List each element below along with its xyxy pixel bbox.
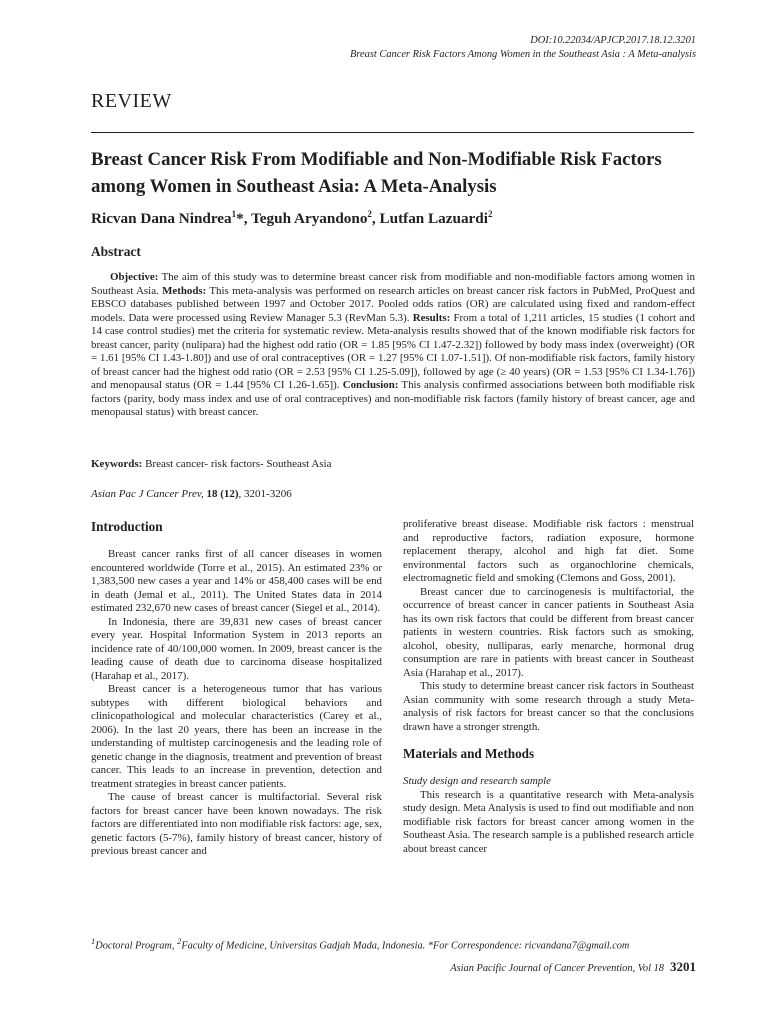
continued-paragraph: proliferative breast disease. Modifiable risk factors : menstrual and reproductive factors, radiation exposure, hormone replacement therapy, alcohol and high fat diet. Some environmental factors such as organochlorine chemicals, electromagnetic field and smoking (Clemons and Goss, 2001).	[403, 518, 694, 584]
citation	[91, 488, 292, 500]
abstract-paragraph	[91, 271, 695, 420]
conclusion-label: Conclusion:	[342, 379, 399, 391]
footnote-sup-2: 2	[177, 936, 182, 946]
author-1-affiliation: 1	[231, 209, 237, 219]
intro-paragraph: Breast cancer is a heterogeneous tumor that has various subtypes with different biological behaviors and clinicopathological and molecular characteristics (Carey et al., 2006). In the last 20 years, there has been an increase in the understanding of multistep carcinogenesis and the leading role of genetic change in the diagnosis, treatment and prevention of breast cancer. This leads to an increase in prevention, detection and treatment strategies in breast cancer patients.	[91, 683, 382, 790]
author-2: Teguh Aryandono	[251, 210, 368, 228]
affiliation-footnote	[91, 936, 697, 951]
intro-paragraph: Breast cancer due to carcinogenesis is multifactorial, the occurrence of breast cancer in cancer patients in Southeast Asia has its own risk factors that could be different from breast cancer patients in western countries. Risk factors such as smoking, alcohol, obesity, nulliparas, early menarche, hormonal drug consumption are rare in patients with breast cancer in Southeast Asia (Harahap et al., 2017).	[403, 585, 694, 679]
left-column	[91, 518, 382, 859]
methods-label: Methods:	[162, 284, 207, 297]
results-text: From a total of 1,211 articles, 15 studies (1 cohort and 14 case control studies) met the criteria for systematic review. Meta-analysis results showed that of the known modifiable risk factors for breast cancer, parity (nulipara) had the highest odd ratio (OR = 1.85 [95% CI 1.47-2.32]) followed by body mass index (overweight) (OR = 1.61 [95% CI 1.43-1.80]) and use of oral contraceptives (OR = 1.27 [95% CI 1.07-1.51]). Of non-modifiable risk factors, family history of breast cancer had the highest odd ratio (OR = 2.53 [95% CI 1.25-5.09]), followed by age (≥ 40 years) (OR = 1.53 [95% CI 1.34-1.76]) and menopausal status (OR = 1.44 [95% CI 1.26-1.65]).	[91, 311, 695, 391]
abstract-body	[91, 271, 695, 420]
paper-title: Breast Cancer Risk From Modifiable and Non-Modifiable Risk Factors among Women in Southeast Asia: A Meta-Analysis	[91, 149, 662, 197]
objective-text: The aim of this study was to determine breast cancer risk from modifiable and non-modifiable factors among women in Southeast Asia.	[91, 271, 695, 297]
objective-label: Objective:	[110, 271, 159, 283]
keywords-text: Breast cancer- risk factors- Southeast Asia	[142, 458, 332, 470]
citation-journal: Asian Pac J Cancer Prev,	[91, 488, 204, 500]
author-separator: ,	[371, 210, 380, 228]
intro-paragraph: In Indonesia, there are 39,831 new cases of breast cancer every year. Hospital Information System in 2013 reports an incidence rate of 40/100,000 women. In 2009, breast cancer is the leading cause of death due to carcinoma disease hospitalized (Harahap et al., 2017).	[91, 615, 382, 682]
running-header	[96, 34, 696, 61]
footnote-affiliation-2: Faculty of Medicine, Universitas Gadjah Mada, Indonesia. *For Correspondence: ricvandana7@gmail.com	[181, 940, 630, 952]
keywords-label: Keywords:	[91, 458, 143, 470]
footnote-affiliation-1: Doctoral Program,	[95, 940, 178, 952]
abstract-heading: Abstract	[91, 244, 141, 259]
section-label: REVIEW	[91, 90, 172, 112]
author-list	[91, 209, 492, 228]
methods-paragraph: This research is a quantitative research with Meta-analysis study design. Meta Analysis is used to find out modifiable and non modifiable risk factors for breast cancer among women in the Southeast Asia. The research sample is a published research article about breast cancer	[403, 788, 694, 855]
author-3: Lutfan Lazuardi	[379, 210, 488, 228]
introduction-heading: Introduction	[91, 519, 163, 534]
running-title: Breast Cancer Risk Factors Among Women in the Southeast Asia : A Meta-analysis	[350, 48, 696, 60]
citation-volume: 18 (12)	[203, 488, 239, 500]
methods-text: This meta-analysis was performed on research articles on breast cancer risk factors in PubMed, ProQuest and EBSCO databases published between 1997 and October 2017. Pooled odds ratios (OR) are calculated using fixed and random-effect models. Data were processed using Review Manager 5.3 (RevMan 5.3).	[91, 284, 695, 324]
doi: DOI:10.22034/APJCP.2017.18.12.3201	[530, 35, 696, 46]
intro-paragraph: The cause of breast cancer is multifactorial. Several risk factors for breast cancer have been known nowadays. The risk factors are differentiated into non modifiable risk factors: age, sex, genetic factors (5-7%), family history of breast cancer, history of previous breast cancer and	[91, 791, 382, 857]
results-label: Results:	[412, 311, 451, 324]
author-3-affiliation: 2	[487, 209, 493, 219]
intro-paragraph: This study to determine breast cancer risk factors in Southeast Asian community with some research through a study Meta-analysis of risk factors for breast cancer so that the conclusions drawn have a stronger strength.	[403, 680, 694, 733]
author-1-corresponding: *,	[236, 210, 252, 228]
author-2-affiliation: 2	[367, 209, 372, 219]
methods-heading: Materials and Methods	[403, 746, 535, 761]
conclusion-text: This analysis confirmed associations between both modifiable risk factors (parity, body mass index and use of oral contraceptives) and non-modifiable risk factors (family history of breast cancer, age and menopausal status) with breast cancer.	[91, 379, 695, 418]
page-footer	[450, 959, 696, 975]
intro-paragraph: Breast cancer ranks first of all cancer diseases in women encountered worldwide (Torre et al., 2015). An estimated 23% or 1,383,500 new cases a year and 14% or 458,400 cases will be end in death (Jemal et al., 2011). The United States data in 2014 estimated 232,670 new cases of breast cancer (Siegel et al., 2014).	[91, 548, 382, 614]
keywords	[91, 458, 332, 470]
header-rule	[91, 132, 694, 133]
page-number: 3201	[670, 959, 696, 974]
study-design-subheading: Study design and research sample	[403, 775, 552, 787]
author-1: Ricvan Dana Nindrea	[91, 210, 232, 228]
footer-journal: Asian Pacific Journal of Cancer Prevention, Vol 18	[450, 963, 664, 974]
right-column	[403, 518, 694, 856]
footnote-sup-1: 1	[91, 936, 96, 946]
citation-pages: , 3201-3206	[238, 488, 292, 500]
